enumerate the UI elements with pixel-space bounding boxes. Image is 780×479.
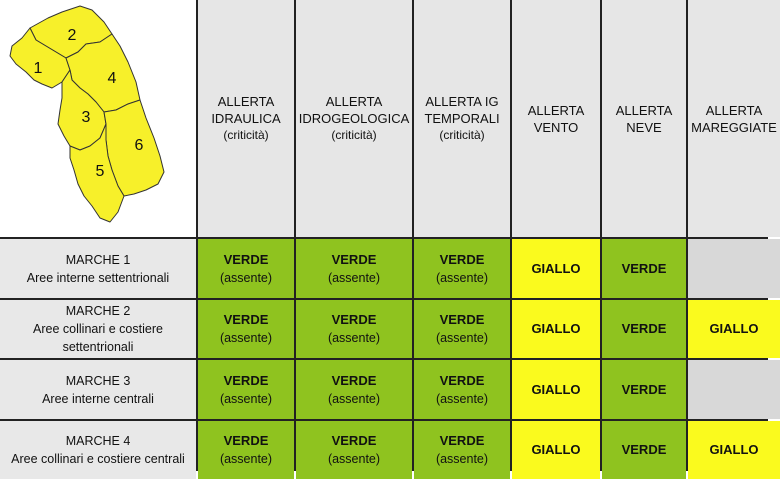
alert-level: VERDE <box>621 321 667 336</box>
alert-level: GIALLO <box>531 321 581 336</box>
alert-level-cell <box>512 239 600 298</box>
alert-level: GIALLO <box>531 442 581 457</box>
header-line1: ALLERTA <box>217 94 275 109</box>
alert-level-cell <box>414 239 510 298</box>
marche-map <box>0 0 196 237</box>
zone-label-cell <box>0 421 196 479</box>
zone-name: MARCHE 4 <box>65 434 131 448</box>
alert-criticality: (assente) <box>327 331 381 345</box>
alert-level-cell <box>602 239 686 298</box>
zone-description: Aree collinari e costiere centrali <box>11 452 185 466</box>
alert-level-cell <box>198 360 294 419</box>
alert-level: GIALLO <box>709 321 759 336</box>
zone-name: MARCHE 2 <box>65 304 131 318</box>
alert-level: VERDE <box>331 433 377 448</box>
alert-level-cell <box>602 300 686 358</box>
alert-level: GIALLO <box>531 381 581 397</box>
header-idraulica <box>198 0 294 237</box>
header-line2: MAREGGIATE <box>691 119 777 135</box>
header-mareggiate <box>688 0 780 237</box>
alert-level: VERDE <box>439 312 485 327</box>
zone-name: MARCHE 3 <box>65 373 131 388</box>
header-temporali <box>414 0 510 237</box>
alert-level: GIALLO <box>531 260 581 276</box>
map-label-4: 4 <box>107 70 117 87</box>
map-label-6: 6 <box>134 137 144 154</box>
zone-description: Aree collinari e costiere <box>33 322 163 336</box>
alert-level-cell <box>688 300 780 358</box>
alert-level-cell <box>198 421 294 479</box>
zone-label-cell <box>0 300 196 358</box>
alert-level-cell <box>688 360 780 419</box>
alert-criticality: (assente) <box>219 270 273 285</box>
alert-level: VERDE <box>331 312 377 327</box>
alert-criticality: (assente) <box>327 452 381 466</box>
alert-level-cell <box>602 360 686 419</box>
alert-level-cell <box>414 300 510 358</box>
header-line1: ALLERTA <box>615 102 673 118</box>
alert-level: VERDE <box>439 433 485 448</box>
alert-criticality: (assente) <box>435 391 489 406</box>
alert-level: VERDE <box>331 372 377 388</box>
map-label-2: 2 <box>67 27 77 44</box>
alert-level: VERDE <box>223 372 269 388</box>
alert-level-cell <box>512 300 600 358</box>
alert-criticality: (assente) <box>327 270 381 285</box>
alert-level-cell <box>688 239 780 298</box>
alert-criticality: (assente) <box>219 391 273 406</box>
alert-criticality: (assente) <box>327 391 381 406</box>
alert-level: VERDE <box>223 251 269 267</box>
alert-level-cell <box>198 239 294 298</box>
map-label-3: 3 <box>81 109 91 126</box>
zone-name: MARCHE 1 <box>65 252 131 267</box>
header-line2: VENTO <box>533 119 579 135</box>
alert-level: GIALLO <box>709 442 759 457</box>
alert-criticality: (assente) <box>435 452 489 466</box>
alert-level-cell <box>414 360 510 419</box>
header-vento <box>512 0 600 237</box>
alert-level: VERDE <box>621 381 667 397</box>
alert-level-cell <box>296 360 412 419</box>
alert-criticality: (assente) <box>435 270 489 285</box>
alert-level-cell <box>512 421 600 479</box>
zone-label-cell <box>0 239 196 298</box>
alert-level: VERDE <box>439 251 485 267</box>
header-line2: IDRAULICA <box>211 111 281 126</box>
header-line1: ALLERTA <box>705 102 763 118</box>
header-line2: NEVE <box>626 119 662 135</box>
alert-level-cell <box>296 300 412 358</box>
alert-level-cell <box>512 360 600 419</box>
header-line1: ALLERTA IG <box>425 94 499 109</box>
zone-description: Aree interne centrali <box>42 391 154 406</box>
header-sub: (criticità) <box>439 128 485 142</box>
alert-level-cell <box>414 421 510 479</box>
map-label-1: 1 <box>33 60 43 77</box>
header-sub: (criticità) <box>223 128 269 142</box>
alert-level-cell <box>602 421 686 479</box>
header-neve <box>602 0 686 237</box>
header-line1: ALLERTA <box>325 94 383 109</box>
header-line2: TEMPORALI <box>424 111 500 126</box>
alert-level: VERDE <box>223 312 269 327</box>
alert-level: VERDE <box>621 442 667 457</box>
header-line1: ALLERTA <box>527 102 585 118</box>
header-idrogeologica <box>296 0 412 237</box>
alert-level: VERDE <box>621 260 667 276</box>
alert-criticality: (assente) <box>219 452 273 466</box>
alert-level: VERDE <box>223 433 269 448</box>
alert-level-cell <box>296 239 412 298</box>
alert-level: VERDE <box>439 372 485 388</box>
zone-description: settentrionali <box>62 340 134 354</box>
zone-label-cell <box>0 360 196 419</box>
alert-level-cell <box>198 300 294 358</box>
alert-criticality: (assente) <box>435 331 489 345</box>
region-map <box>0 0 196 237</box>
zone-description: Aree interne settentrionali <box>26 270 170 285</box>
alert-level-cell <box>296 421 412 479</box>
alert-level: VERDE <box>331 251 377 267</box>
alert-criticality: (assente) <box>219 331 273 345</box>
header-sub: (criticità) <box>331 128 377 142</box>
alert-level-cell <box>688 421 780 479</box>
map-label-5: 5 <box>95 163 105 180</box>
header-line2: IDROGEOLOGICA <box>298 111 410 126</box>
